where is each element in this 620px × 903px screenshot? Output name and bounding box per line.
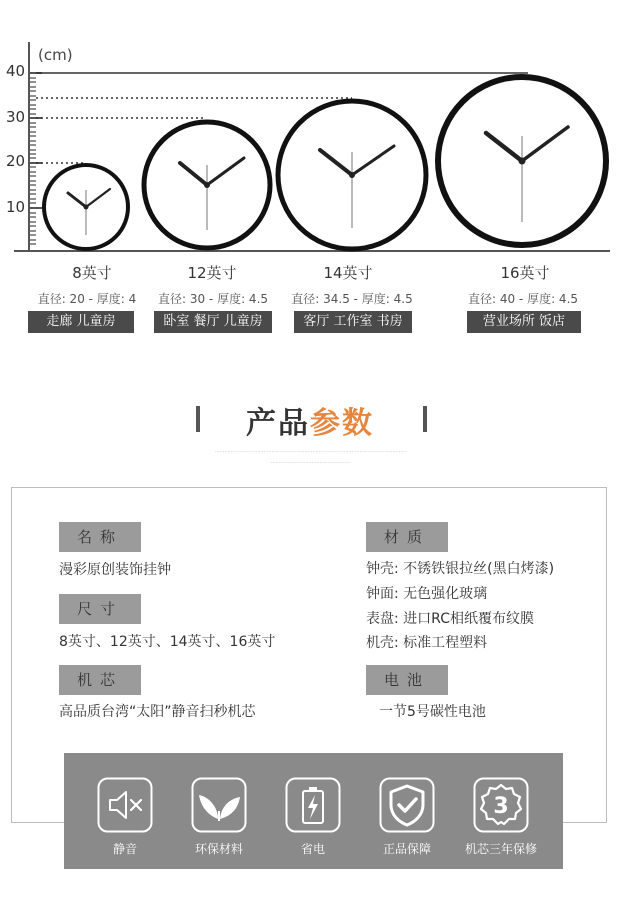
room-tag: 卧室 餐厅 儿童房 (154, 311, 272, 333)
badge-3-icon (473, 777, 529, 833)
feature-label: 正品保障 (382, 842, 431, 856)
clock-16-inch (438, 77, 606, 245)
clock-dimensions: 直径: 30 - 厚度: 4.5 (157, 292, 269, 306)
tick-label-10: 10 (6, 198, 26, 216)
clock-size-label: 16英寸 (500, 264, 550, 282)
battery-icon (285, 777, 341, 833)
svg-text:3: 3 (493, 794, 509, 819)
param-label-battery: 电池 (366, 665, 448, 695)
param-label-material: 材质 (366, 522, 448, 552)
room-tag: 走廊 儿童房 (28, 311, 134, 333)
size-ruler-and-clocks (0, 0, 620, 260)
clock-dimensions: 直径: 40 - 厚度: 4.5 (467, 292, 579, 306)
clock-dimensions: 直径: 20 - 厚度: 4 (37, 292, 137, 306)
room-tag: 营业场所 饭店 (467, 311, 581, 333)
decorative-fine-print: ·························································································································· (215, 449, 407, 454)
param-label-movement: 机芯 (59, 665, 141, 695)
clock-size-label: 12英寸 (187, 264, 237, 282)
param-value-movement: 高品质台湾“太阳”静音扫秒机芯 (59, 704, 256, 720)
tick-label-20: 20 (6, 152, 26, 170)
clock-size-label: 14英寸 (323, 264, 373, 282)
param-value-size: 8英寸、12英寸、14英寸、16英寸 (59, 634, 276, 650)
feature-label: 静音 (112, 842, 137, 856)
section-title (0, 398, 620, 442)
param-value-name: 漫彩原创装饰挂钟 (59, 562, 171, 578)
param-label-size: 尺寸 (59, 594, 141, 624)
tick-label-40: 40 (6, 62, 26, 80)
unit-label: (cm) (38, 46, 73, 64)
clock-14-inch (278, 101, 426, 249)
shield-check-icon (379, 777, 435, 833)
leaf-icon (191, 777, 247, 833)
clock-dimensions: 直径: 34.5 - 厚度: 4.5 (291, 292, 413, 306)
tick-label-30: 30 (6, 108, 26, 126)
feature-label: 环保材料 (194, 842, 243, 856)
decorative-fine-print: ··················································· (270, 460, 352, 465)
param-value-material-line: 机壳: 标准工程塑料 (366, 635, 488, 651)
param-value-material-line: 钟面: 无色强化玻璃 (366, 586, 488, 602)
param-value-material-line: 钟壳: 不锈铁银拉丝(黑白烤漆) (366, 561, 555, 577)
feature-label: 省电 (300, 842, 325, 856)
heading-right-bar (423, 406, 427, 432)
mute-speaker-icon (97, 777, 153, 833)
param-value-material-line: 表盘: 进口RC相纸覆布纹膜 (366, 611, 534, 627)
clock-12-inch (144, 122, 270, 248)
param-value-battery: 一节5号碳性电池 (379, 704, 486, 720)
clock-size-label: 8英寸 (72, 264, 112, 282)
param-label-name: 名称 (59, 522, 141, 552)
section-title-part2: 参数 (310, 406, 374, 441)
feature-label: 机芯三年保修 (464, 842, 537, 856)
section-title-part1: 产品 (246, 406, 310, 441)
room-tag: 客厅 工作室 书房 (294, 311, 412, 333)
clock-8-inch (44, 165, 128, 249)
